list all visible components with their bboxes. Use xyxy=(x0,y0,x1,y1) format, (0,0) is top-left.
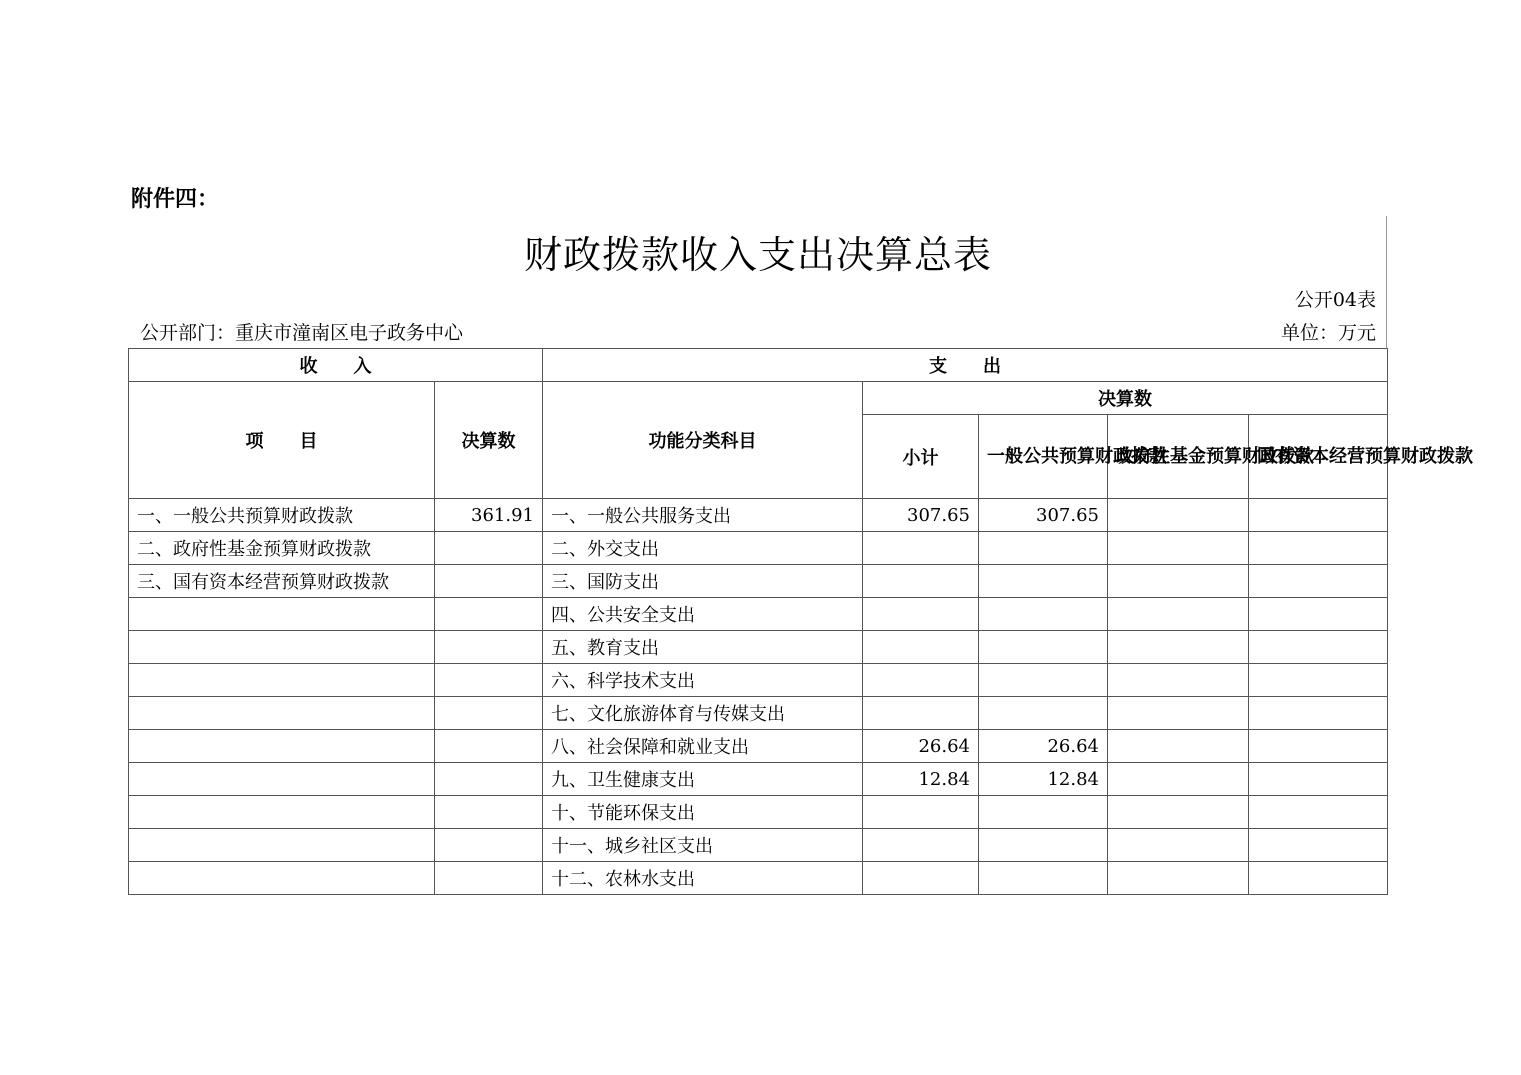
category-cell: 十一、城乡社区支出 xyxy=(543,829,863,862)
category-cell: 十二、农林水支出 xyxy=(543,862,863,895)
income-amount-cell xyxy=(435,796,543,829)
capital-cell xyxy=(1249,532,1388,565)
fund-cell xyxy=(1108,631,1249,664)
table-row xyxy=(129,730,1388,763)
income-item-cell: 三、国有资本经营预算财政拨款 xyxy=(129,565,435,598)
page-title: 财政拨款收入支出决算总表 xyxy=(523,233,992,277)
subtotal-cell: 12.84 xyxy=(863,763,979,796)
subtotal-cell xyxy=(863,598,979,631)
income-amount-cell xyxy=(435,697,543,730)
subtotal-header: 小计 xyxy=(863,415,979,499)
income-amount-cell xyxy=(435,829,543,862)
fund-cell xyxy=(1108,532,1249,565)
general-cell: 12.84 xyxy=(979,763,1108,796)
general-cell xyxy=(979,565,1108,598)
fund-cell xyxy=(1108,598,1249,631)
income-amount-cell xyxy=(435,763,543,796)
category-cell: 四、公共安全支出 xyxy=(543,598,863,631)
income-item-cell xyxy=(129,631,435,664)
category-cell: 七、文化旅游体育与传媒支出 xyxy=(543,697,863,730)
general-cell xyxy=(979,829,1108,862)
category-cell: 一、一般公共服务支出 xyxy=(543,499,863,532)
income-item-cell xyxy=(129,829,435,862)
general-cell xyxy=(979,631,1108,664)
income-item-cell xyxy=(129,664,435,697)
income-amount-cell xyxy=(435,664,543,697)
subtotal-cell xyxy=(863,532,979,565)
fund-cell xyxy=(1108,499,1249,532)
general-cell xyxy=(979,796,1108,829)
category-cell: 三、国防支出 xyxy=(543,565,863,598)
capital-cell xyxy=(1249,499,1388,532)
category-cell: 八、社会保障和就业支出 xyxy=(543,730,863,763)
final-amount-header: 决算数 xyxy=(435,382,543,499)
fund-cell xyxy=(1108,763,1249,796)
income-item-cell xyxy=(129,763,435,796)
general-cell xyxy=(979,532,1108,565)
table-row xyxy=(129,565,1388,598)
department-label: 公开部门：重庆市潼南区电子政务中心 xyxy=(140,322,464,344)
table-row xyxy=(129,829,1388,862)
capital-cell xyxy=(1249,697,1388,730)
subtotal-cell xyxy=(863,697,979,730)
fund-cell xyxy=(1108,565,1249,598)
subtotal-cell xyxy=(863,565,979,598)
income-item-cell: 二、政府性基金预算财政拨款 xyxy=(129,532,435,565)
income-header: 收 入 xyxy=(129,349,543,382)
fund-cell xyxy=(1108,796,1249,829)
header-row-1 xyxy=(129,349,1388,382)
capital-cell xyxy=(1249,598,1388,631)
attachment-label: 附件四： xyxy=(131,186,220,212)
category-cell: 六、科学技术支出 xyxy=(543,664,863,697)
fund-cell xyxy=(1108,730,1249,763)
subtotal-cell xyxy=(863,862,979,895)
income-amount-cell xyxy=(435,862,543,895)
income-amount-cell xyxy=(435,631,543,664)
table-row xyxy=(129,796,1388,829)
subtotal-cell: 307.65 xyxy=(863,499,979,532)
subtotal-cell xyxy=(863,829,979,862)
fund-cell xyxy=(1108,862,1249,895)
income-item-cell xyxy=(129,598,435,631)
income-item-cell: 一、一般公共预算财政拨款 xyxy=(129,499,435,532)
function-category-header: 功能分类科目 xyxy=(543,382,863,499)
capital-cell xyxy=(1249,763,1388,796)
table-row xyxy=(129,532,1388,565)
header-row-2 xyxy=(129,382,1388,415)
table-row xyxy=(129,499,1388,532)
fund-cell xyxy=(1108,664,1249,697)
general-cell xyxy=(979,664,1108,697)
income-item-cell xyxy=(129,862,435,895)
gov-fund-header: 政府性基金预算财政拨款 xyxy=(1108,415,1249,499)
unit-label: 单位：万元 xyxy=(1280,322,1376,344)
fund-cell xyxy=(1108,697,1249,730)
table-row xyxy=(129,598,1388,631)
general-cell: 26.64 xyxy=(979,730,1108,763)
capital-cell xyxy=(1249,796,1388,829)
income-item-cell xyxy=(129,796,435,829)
budget-table xyxy=(128,348,1473,895)
expense-header: 支 出 xyxy=(543,349,1388,382)
general-cell: 307.65 xyxy=(979,499,1108,532)
table-row xyxy=(129,631,1388,664)
final-amount-group-header: 决算数 xyxy=(863,382,1388,415)
income-amount-cell: 361.91 xyxy=(435,499,543,532)
capital-cell xyxy=(1249,730,1388,763)
subtotal-cell xyxy=(863,796,979,829)
category-cell: 五、教育支出 xyxy=(543,631,863,664)
capital-cell xyxy=(1249,862,1388,895)
capital-cell xyxy=(1249,664,1388,697)
subtotal-cell xyxy=(863,664,979,697)
table-row xyxy=(129,763,1388,796)
category-cell: 十、节能环保支出 xyxy=(543,796,863,829)
general-budget-header: 一般公共预算财政拨款 xyxy=(979,415,1108,499)
form-number: 公开04表 xyxy=(1294,289,1376,311)
capital-cell xyxy=(1249,565,1388,598)
income-item-cell xyxy=(129,697,435,730)
table-row xyxy=(129,697,1388,730)
income-amount-cell xyxy=(435,730,543,763)
income-amount-cell xyxy=(435,532,543,565)
state-capital-header: 国有资本经营预算财政拨款 xyxy=(1249,415,1388,499)
category-cell: 二、外交支出 xyxy=(543,532,863,565)
general-cell xyxy=(979,697,1108,730)
income-amount-cell xyxy=(435,598,543,631)
table-row xyxy=(129,862,1388,895)
category-cell: 九、卫生健康支出 xyxy=(543,763,863,796)
income-amount-cell xyxy=(435,565,543,598)
capital-cell xyxy=(1249,631,1388,664)
income-item-cell xyxy=(129,730,435,763)
general-cell xyxy=(979,862,1108,895)
item-header: 项 目 xyxy=(129,382,435,499)
capital-cell xyxy=(1249,829,1388,862)
fund-cell xyxy=(1108,829,1249,862)
table-row xyxy=(129,664,1388,697)
subtotal-cell xyxy=(863,631,979,664)
subtotal-cell: 26.64 xyxy=(863,730,979,763)
general-cell xyxy=(979,598,1108,631)
